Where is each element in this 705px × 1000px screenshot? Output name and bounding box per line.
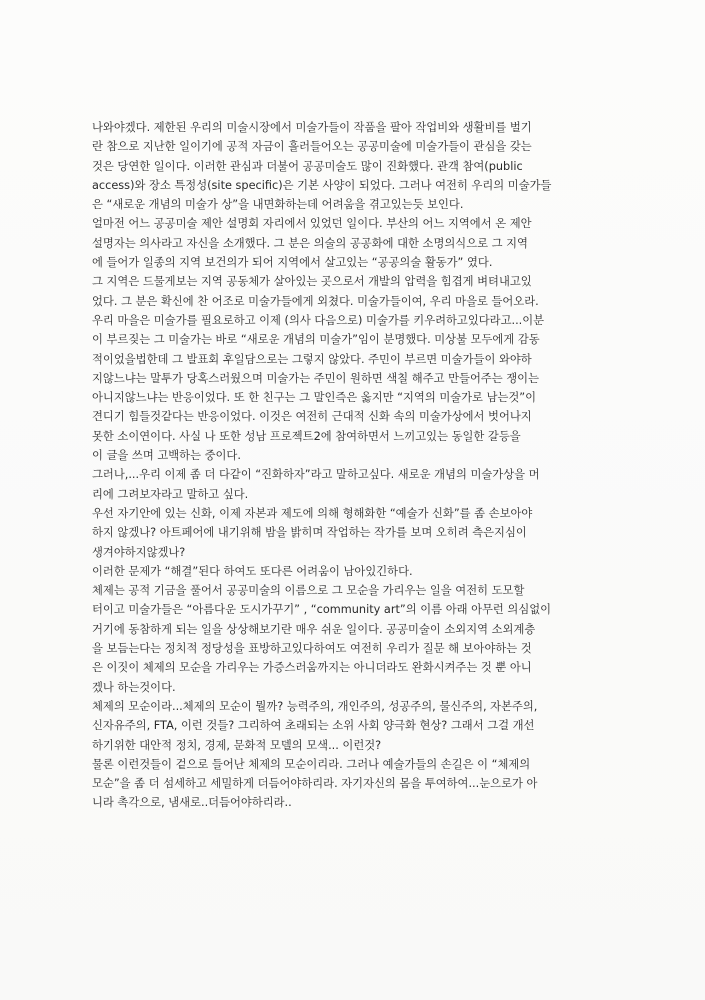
text-line: 그 지역은 드물게보는 지역 공동체가 살아있는 곳으로서 개발의 압력을 힘겹게 벼텨내고있 xyxy=(92,275,532,289)
text-line: 나와야겠다. 제한된 우리의 미술시장에서 미술가들이 작품을 팔아 작업비와 생활비를 벌기 xyxy=(92,121,532,134)
text-line: 생겨야하지않겠나? xyxy=(92,545,186,559)
text-line: 견디기 힘들것같다는 반응이었다. 이것은 여전히 근대적 신화 속의 미술가상에서 벗어나지 xyxy=(92,410,532,424)
text-line: 아니지않느냐는 반응이었다. 또 한 친구는 그 말인즉은 옳지만 “지역의 미술가로 남는것”이 xyxy=(92,391,537,405)
text-line: 지않느냐는 말투가 당혹스러웠으며 미술가는 주민이 원하면 색칠 해주고 만들어주는 쟁이는 xyxy=(92,371,540,385)
text-line: access)와 장소 특정성(site specific)은 기본 사양이 되었다. 그러나 여전히 우리의 미술가들 xyxy=(92,178,552,192)
text-line: 모순”을 좀 더 섬세하고 세밀하게 더듬어야하리라. 자기자신의 몸을 투여하여...눈으로가 아 xyxy=(92,777,538,791)
text-line: 었다. 그 분은 확신에 찬 어조로 미술가들에게 외쳤다. 미술가들이여, 우리 마을로 들어오라. xyxy=(92,294,539,308)
text-line: 체제의 모순이라...체제의 모순이 뭘까? 능력주의, 개인주의, 성공주의, 물신주의, 자본주의, xyxy=(92,699,538,713)
text-line: 신자유주의, FTA, 이런 것들? 그리하여 초래되는 소위 사회 양극화 현상? 그래서 그걸 개선 xyxy=(92,719,535,733)
text-line: 니라 촉각으로, 냄새로..더듬어야하리라.. xyxy=(92,796,292,810)
text-line: 그러나,...우리 이제 좀 더 다같이 “진화하자”라고 말하고싶다. 새로운 개념의 미술가상을 머 xyxy=(92,468,540,482)
text-line: 이러한 문제가 “해결”된다 하여도 또다른 어려움이 남아있긴하다. xyxy=(92,564,413,578)
text-line: 터이고 미술가들은 “아름다운 도시가꾸기” , “community art”의 이름 아래 아무런 의심없이 xyxy=(92,603,552,617)
text-line: 것은 당연한 일이다. 이러한 관심과 더불어 공공미술도 많이 진화했다. 관객 참여(public xyxy=(92,159,523,173)
text-line: 이 부르짖는 그 미술가는 바로 “새로운 개념의 미술가”임이 분명했다. 미상불 모두에게 감동 xyxy=(92,333,540,347)
text-line: 하기위한 대안적 정치, 경제, 문화적 모델의 모색... 이런것? xyxy=(92,738,382,752)
text-line: 에 들어가 일종의 지역 보건의가 되어 지역에서 살고있는 “공공의술 활동가” 였다. xyxy=(92,256,493,270)
text-line: 적이었을법한데 그 발표회 후일담으로는 그렇지 않았다. 주민이 부르면 미술가들이 와야하 xyxy=(92,352,532,366)
text-line: 물론 이런것들이 겉으로 들어난 체제의 모순이리라. 그러나 예술가들의 손길은 이 “체제의 xyxy=(92,757,531,771)
text-line: 우선 자기안에 있는 신화, 이제 자본과 제도에 의해 형해화한 “예술가 신화”를 좀 손보아야 xyxy=(92,506,533,520)
text-line: 하지 않겠나? 아트페어에 내기위해 밤을 밝히며 작업하는 작가를 보며 오히려 측은지심이 xyxy=(92,526,527,540)
text-line: 란 참으로 지난한 일이기에 공적 자금이 흘러들어오는 공공미술에 미술가들이 관심을 갖는 xyxy=(92,140,532,154)
text-line: 은 “새로운 개념의 미술가 상”을 내면화하는데 어려움을 겪고있는듯 보인다. xyxy=(92,198,464,212)
text-line: 얼마전 어느 공공미술 제안 설명회 자리에서 있었던 일이다. 부산의 어느 지역에서 온 제안 xyxy=(92,217,532,231)
text-line: 리에 그려보자라고 말하고 싶다. xyxy=(92,487,249,501)
text-line: 을 보듬는다는 정치적 정당성을 표방하고있다하여도 여전히 우리가 질문 해 보아야하는 것 xyxy=(92,642,532,656)
text-line: 거기에 동참하게 되는 일을 상상해보기란 매우 쉬운 일이다. 공공미술이 소외지역 소외계층 xyxy=(92,622,536,636)
text-line: 이 글을 쓰며 고백하는 중이다. xyxy=(92,449,241,463)
body-text xyxy=(92,118,620,813)
text-line: 체제는 공적 기금을 풀어서 공공미술의 이름으로 그 모순을 가리우는 일을 여전히 도모할 xyxy=(92,584,525,598)
text-line: 못한 소이연이다. 사실 나 또한 성남 프로젝트2에 참여하면서 느끼고있는 동일한 갈등을 xyxy=(92,429,521,443)
text-line: 우리 마을은 미술가를 필요로하고 이제 (의사 다음으로) 미술가를 키우려하고있다라고...이분 xyxy=(92,313,545,327)
text-line: 설명자는 의사라고 자신을 소개했다. 그 분은 의술의 공공화에 대한 소명의식으로 그 지역 xyxy=(92,236,528,250)
text-line: 겠나 하는것이다. xyxy=(92,680,176,694)
text-line: 은 이짓이 체제의 모순을 가리우는 가증스러움까지는 아니더라도 완화시켜주는 것 뿐 아니 xyxy=(92,661,532,675)
